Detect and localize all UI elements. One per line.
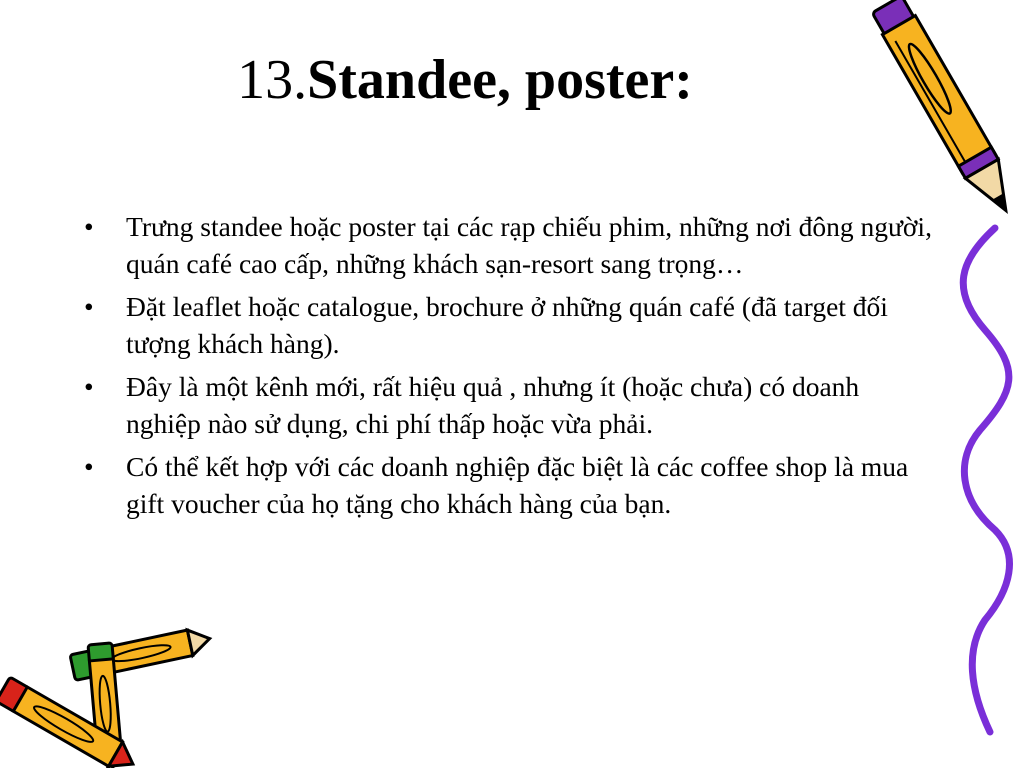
- bullet-item: [84, 368, 934, 442]
- pencil-icon: [855, 0, 1015, 250]
- slide-title: [0, 48, 930, 112]
- pencils-group: [0, 615, 210, 768]
- bullet-dot: •: [84, 451, 94, 482]
- bullet-item: [84, 208, 934, 282]
- bullet-text: Trưng standee hoặc poster tại các rạp chiếu phim, những nơi đông người, quán café cao cấp, những khách sạn-resort sang trọng…: [126, 211, 932, 279]
- bullet-text: Đây là một kênh mới, rất hiệu quả , nhưng ít (hoặc chưa) có doanh nghiệp nào sử dụng, chi phí thấp hoặc vừa phải.: [126, 371, 860, 439]
- bullet-text: Có thể kết hợp với các doanh nghiệp đặc biệt là các coffee shop là mua gift voucher của họ tặng cho khách hàng của bạn.: [126, 451, 909, 519]
- bullet-dot: •: [84, 371, 94, 402]
- bullet-item: [84, 288, 934, 362]
- title-text: Standee, poster:: [307, 49, 693, 111]
- bullet-item: [84, 448, 934, 522]
- title-number: 13.: [237, 49, 308, 111]
- bullet-dot: •: [84, 291, 94, 322]
- bullet-dot: •: [84, 211, 94, 242]
- squiggle-line: [940, 220, 1024, 740]
- bullet-list: [84, 208, 934, 528]
- bullet-text: Đặt leaflet hoặc catalogue, brochure ở những quán café (đã target đối tượng khách hàng).: [126, 291, 888, 359]
